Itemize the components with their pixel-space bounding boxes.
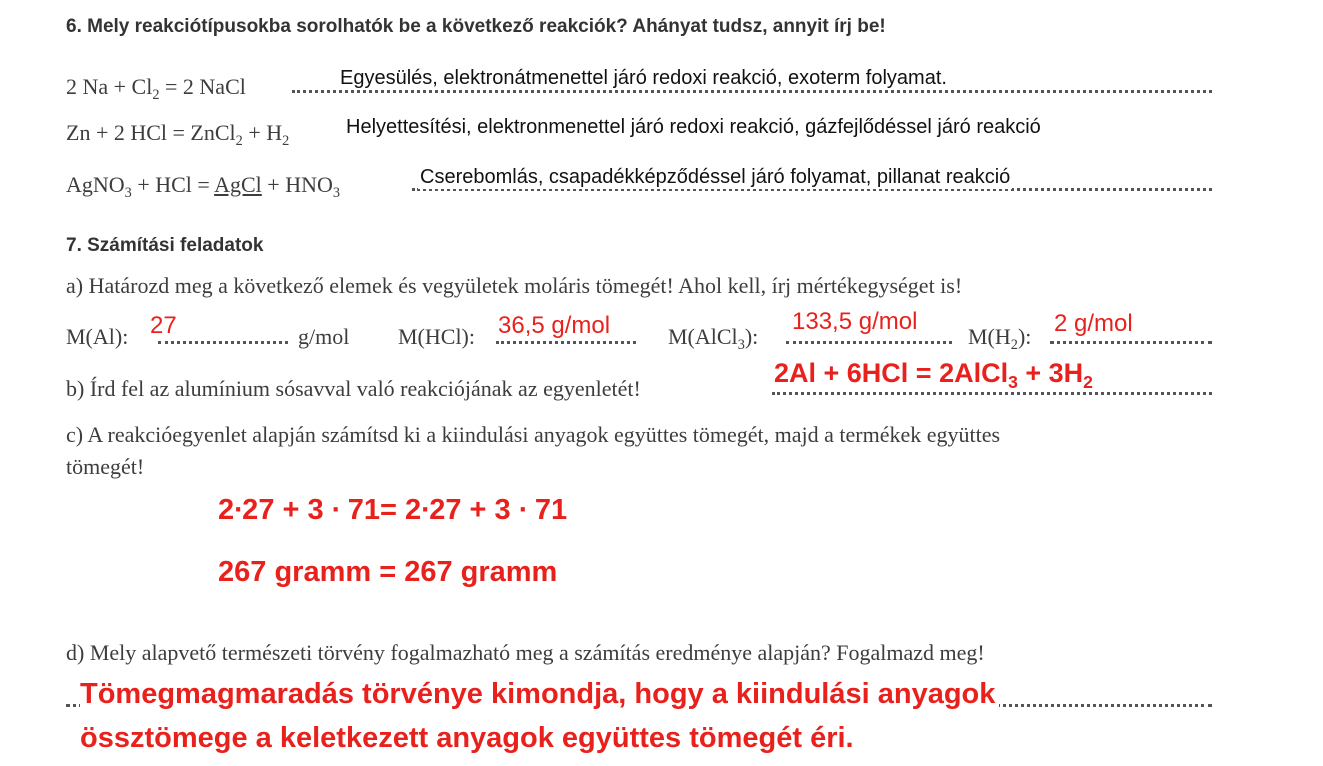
- answer-line-m-h2: [1050, 341, 1212, 344]
- task-c-text-line2: tömegét!: [66, 454, 145, 479]
- answer-line-m-alcl3: [786, 341, 952, 344]
- question-6-title: 6. Mely reakciótípusokba sorolhatók be a következő reakciók? Ahányat tudsz, annyit írj be!: [66, 16, 886, 37]
- label-m-h2: $M(H_2)$:: [968, 324, 1032, 353]
- label-m-hcl: M(HCl):: [398, 324, 475, 349]
- answer-reaction-type-3[interactable]: Cserebomlás, csapadékképződéssel járó folyamat, pillanat reakció: [420, 166, 1011, 188]
- answer-m-alcl3[interactable]: 133,5 g/mol: [792, 308, 918, 335]
- unit-g-mol: g/mol: [298, 324, 350, 349]
- answer-m-hcl[interactable]: 36,5 g/mol: [498, 312, 611, 339]
- answer-line-b: [772, 392, 1212, 395]
- label-m-al: M(Al):: [66, 324, 129, 349]
- task-a-text: a) Határozd meg a következő elemek és vegyületek moláris tömegét! Ahol kell, írj mértékegységet is!: [66, 273, 963, 298]
- task-c-text-line1: c) A reakcióegyenlet alapján számítsd ki a kiindulási anyagok együttes tömegét, majd a termékek együttes: [66, 422, 1001, 447]
- question-7-title: 7. Számítási feladatok: [66, 235, 264, 256]
- answer-law-line-2[interactable]: össztömege a keletkezett anyagok együttes tömegét éri.: [80, 722, 854, 754]
- task-d-text: d) Mely alapvető természeti törvény fogalmazható meg a számítás eredménye alapján? Fogalmazd meg!: [66, 640, 985, 665]
- answer-line-1: [292, 90, 1212, 93]
- answer-reaction-type-2[interactable]: Helyettesítési, elektronmenettel járó redoxi reakció, gázfejlődéssel járó reakció: [346, 116, 1041, 138]
- calculation-line-2[interactable]: 267 gramm = 267 gramm: [218, 556, 558, 588]
- answer-m-h2[interactable]: 2 g/mol: [1054, 310, 1133, 337]
- label-m-alcl3: M(AlCl$_3$):: [668, 324, 759, 353]
- answer-reaction-type-1[interactable]: Egyesülés, elektronátmenettel járó redoxi reakció, exoterm folyamat.: [340, 67, 947, 89]
- equation-na-cl: 2 $Na + Cl_2 = 2$ NaCl: [66, 74, 246, 103]
- answer-line-m-al: [158, 341, 288, 344]
- equation-zn-hcl: Zn + 2 HCl = ZnCl$_2$ + $H_2$: [66, 120, 290, 149]
- answer-law-line-1[interactable]: Tömegmagmaradás törvénye kimondja, hogy a kiindulási anyagok: [80, 678, 999, 711]
- equation-agno3-hcl: AgNO$_3$ + HCl = AgCl + $HNO_3$: [66, 172, 341, 201]
- calculation-line-1[interactable]: 2∙27 + 3 ∙ 71= 2∙27 + 3 ∙ 71: [218, 494, 568, 526]
- task-b-text: b) Írd fel az alumínium sósavval való reakciójának az egyenletét!: [66, 376, 641, 401]
- answer-line-m-hcl: [496, 341, 636, 344]
- answer-reaction-equation[interactable]: 2Al + 6HCl = 2AlCl$_3$ + $3H_2$: [774, 358, 1097, 389]
- answer-m-al[interactable]: 27: [150, 312, 177, 339]
